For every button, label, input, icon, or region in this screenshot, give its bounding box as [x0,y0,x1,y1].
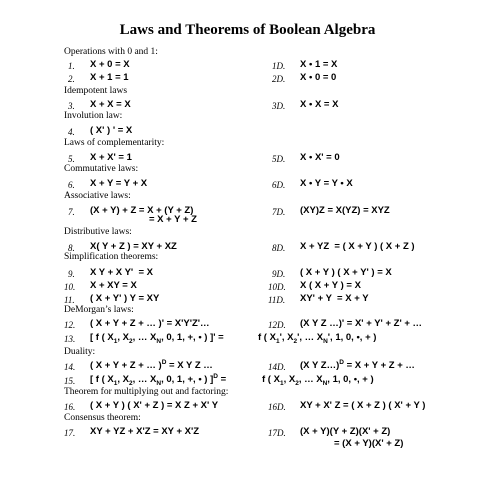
law-number: 17. [64,428,76,438]
section-label: Consensus theorem: [64,413,141,423]
law-number: 15. [64,376,76,386]
law-number: 10D. [268,282,286,292]
law-equation: ( X' ) ' = X [90,125,133,136]
law-number: 9D. [272,269,286,279]
law-equation: X • 0 = 0 [300,72,337,83]
law-number: 6. [68,180,75,190]
law-number: 11D. [268,295,286,305]
law-equation: X + 0 = X [90,59,130,70]
law-equation: XY + X' Z = ( X + Z ) ( X' + Y ) [300,400,426,411]
law-equation-continuation: = X + Y + Z [149,214,197,225]
law-number: 12D. [268,320,286,330]
law-number: 6D. [272,180,286,190]
law-number: 5D. [272,154,286,164]
section-label: Idempotent laws [64,86,128,96]
law-equation: X + Y = Y + X [90,178,148,189]
section-label: Commutative laws: [64,164,139,174]
law-equation: X + X = X [90,99,131,110]
law-number: 16D. [268,402,286,412]
law-equation: X ( X + Y ) = X [300,280,361,291]
law-number: 17D. [268,428,286,438]
law-number: 10. [64,282,76,292]
law-equation: X( Y + Z ) = XY + XZ [90,241,177,252]
law-number: 8D. [272,243,286,253]
law-equation: (X Y Z …)' = X' + Y' + Z' + … [300,318,423,329]
law-equation: X • X' = 0 [300,152,340,163]
law-equation: X + YZ = ( X + Y ) ( X + Z ) [300,241,415,252]
law-equation: ( X + Y + Z + … )$^D$ = X Y Z … [90,358,213,371]
law-equation: [ f ( $X_1$, $X_2$, … $X_N$, 0, 1, +, • ) ]$^D$ = [90,372,227,387]
law-equation-continuation: f ( $X_1'$, $X_2'$, … $X_N'$, 1, 0, •, + ) [258,332,377,345]
section-label: DeMorgan’s laws: [64,305,134,315]
law-equation: XY' + Y = X + Y [300,293,369,304]
law-equation: X • X = X [300,99,339,110]
law-equation: (X + Y) + Z = X + (Y + Z) [90,205,194,216]
section-label: Associative laws: [64,191,131,201]
law-equation: X + 1 = 1 [90,72,129,83]
law-equation: X • Y = Y • X [300,178,353,189]
law-number: 4. [68,127,75,137]
law-number: 13. [64,334,76,344]
law-equation: (X Y Z…)$^D$ = X + Y + Z + … [300,358,415,371]
law-number: 3. [68,101,75,111]
law-equation: ( X + Y ) ( X + Y' ) = X [300,267,392,278]
law-number: 2. [68,74,75,84]
law-equation: (X + Y)(Y + Z)(X' + Z) [300,426,391,437]
section-label: Distributive laws: [64,227,132,237]
law-number: 1. [68,61,75,71]
law-equation: ( X + Y + Z + … )' = X'Y'Z'… [90,318,210,329]
law-equation-continuation: = (X + Y)(X' + Z) [334,438,404,449]
law-equation-continuation: f ( $X_1$, $X_2$, … $X_N$, 1, 0, •, + ) [262,374,374,387]
section-label: Theorem for multiplying out and factoring: [64,387,229,397]
law-number: 9. [68,269,75,279]
law-number: 8. [68,243,75,253]
law-equation: ( X + Y ) ( X' + Z ) = X Z + X' Y [90,400,219,411]
section-label: Duality: [64,347,96,357]
law-number: 11. [64,295,75,305]
law-number: 14D. [268,362,286,372]
law-equation: X Y + X Y' = X [90,267,153,278]
law-number: 12. [64,320,76,330]
law-equation: X + X' = 1 [90,152,132,163]
law-number: 14. [64,362,76,372]
law-equation: (XY)Z = X(YZ) = XYZ [300,205,390,216]
section-label: Operations with 0 and 1: [64,47,158,57]
law-number: 16. [64,402,76,412]
law-number: 3D. [272,101,286,111]
law-equation: X + XY = X [90,280,137,291]
law-number: 7D. [272,207,286,217]
page-title: Laws and Theorems of Boolean Algebra [119,22,376,38]
law-number: 7. [68,207,75,217]
law-number: 5. [68,154,75,164]
section-label: Involution law: [64,111,123,121]
law-number: 1D. [272,61,286,71]
law-equation: ( X + Y' ) Y = XY [90,293,160,304]
section-label: Simplification theorems: [64,252,159,262]
law-equation: X • 1 = X [300,59,338,70]
law-equation: XY + YZ + X'Z = XY + X'Z [90,426,200,437]
law-number: 2D. [272,74,286,84]
section-label: Laws of complementarity: [64,138,165,148]
law-equation: [ f ( $X_1$, $X_2$, … $X_N$, 0, 1, +, • ) ]' = [90,332,224,345]
